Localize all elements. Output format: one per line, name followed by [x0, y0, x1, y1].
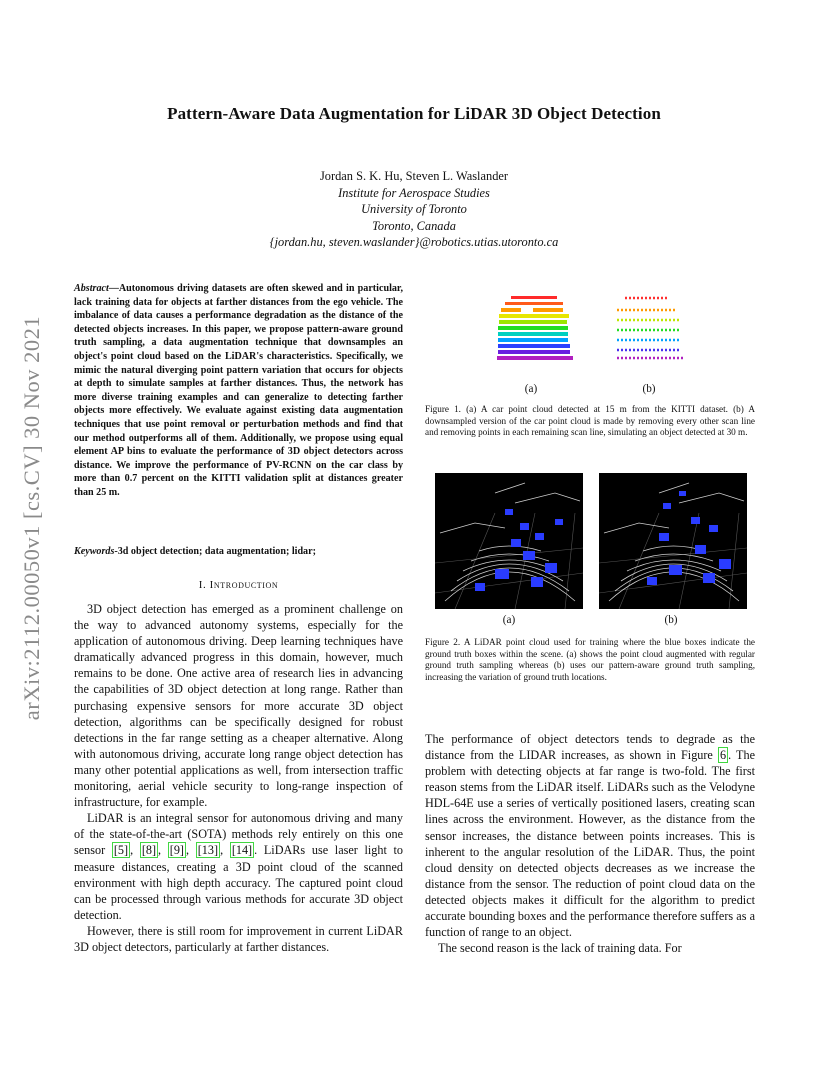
figure1b-label: (b): [642, 383, 656, 395]
arxiv-identifier[interactable]: arXiv:2112.00050v1 [cs.CV] 30 Nov 2021: [19, 315, 44, 721]
author-names: Jordan S. K. Hu, Steven L. Waslander: [319, 169, 509, 183]
right-p1-start: The performance of object detectors tends to degrade as the distance from the LIDAR increases, as shown in Figure: [425, 732, 755, 763]
affiliation-university: University of Toronto: [361, 202, 467, 217]
affiliation-city: Toronto, Canada: [372, 218, 456, 233]
intro-paragraph-2: LiDAR is an integral sensor for autonomous driving and many of the state-of-the-art (SOTA) methods rely entirely on this one sensor [5] , [8] , [9] , [13] , [14] . LiDARs use laser light to measure distances, creating a 3D point cloud of the scanned environment with high depth accuracy. The captured point cloud can be processed through various methods for accurate 3D object detection.: [74, 811, 404, 922]
figure1a-label: (a): [524, 383, 538, 395]
right-column-body: [425, 731, 755, 956]
keywords: [74, 545, 403, 559]
figure-reference-link[interactable]: 6: [719, 748, 727, 763]
abstract-text: —Autonomous driving datasets are often skewed and in particular, lack training data for objects at farther distances from the ego vehicle. The imbalance of data causes a performance degradation as the distance of the detected objects increases. In this paper, we propose pattern-aware ground truth sampling, a data augmentation technique that downsamples an object's point cloud based on the LiDAR's characteristics. Specifically, we mimic the natural diverging point pattern variation that occurs for objects at depth to simulate samples at farther distances. Thus, the network has more diverse training examples and can generalize to detecting farther objects more effectively. We evaluate against existing data augmentation techniques that use point removal or perturbation methods and find that our method outperforms all of them. Additionally, we propose using equal element AP bins to evaluate the performance of 3D object detectors across distance. We improve the performance of PV-RCNN on the car class by more than 0.7 percent on the KITTI validation split at distances greater than 25 m.: [74, 283, 403, 498]
figure2-caption: Figure 2. A LiDAR point cloud used for training where the blue boxes indicate the ground truth boxes within the scene. (a) shows the point cloud augmented with regular ground truth sampling whereas (b) uses our pattern-aware ground truth sampling, increasing the variation of ground truth locations.: [425, 637, 755, 682]
right-p1-end: . The problem with detecting objects at far range is two-fold. The first reason stems from the LiDAR itself. LiDARs such as the Velodyne HDL-64E use a series of vertically positioned lasers, creating scan lines across the environment. However, as the distance from the sensor increases, the distance between points increases. This is inherent to the angular resolution of the LiDAR. Thus, the point cloud density on detected objects decreases as we increase the distance from the sensor. The reduction of point cloud data on the detected objects makes it difficult for the algorithm to predict accurate bounding boxes and the performance therefore suffers as a function of range to an object.: [425, 748, 755, 940]
citation-link[interactable]: [8]: [141, 843, 157, 858]
section-heading-introduction: I. Introduction: [198, 579, 279, 591]
arxiv-stamp: [12, 280, 52, 756]
figure2a-label: (a): [502, 614, 516, 626]
intro-p2-end: . LiDARs use laser light to measure distances, creating a 3D point cloud of the scanned environment with high depth accuracy. The captured point cloud can be processed through various methods for accurate 3D object detection.: [74, 843, 404, 922]
citation-link[interactable]: [13]: [197, 843, 219, 858]
abstract-label: Abstract: [74, 283, 109, 294]
figure1-caption: Figure 1. (a) A car point cloud detected at 15 m from the KITTI dataset. (b) A downsampled version of the car point cloud is made by removing every other scan line and removing points in each remaining scan line, simulating an object detected at 30 m.: [425, 404, 755, 437]
right-paragraph-2: The second reason is the lack of training data. For: [438, 941, 682, 956]
left-column-body: [74, 601, 403, 955]
figure2b-label: (b): [664, 614, 678, 626]
figure1a-pointcloud: [497, 296, 573, 360]
paper-title: Pattern-Aware Data Augmentation for LiDAR 3D Object Detection: [167, 104, 661, 123]
affiliation-institute: Institute for Aerospace Studies: [338, 185, 490, 200]
right-paragraph-1: [425, 731, 755, 940]
keywords-label: Keywords: [74, 546, 115, 557]
figure2-images: [435, 473, 747, 609]
figure2a-scene: [435, 473, 583, 609]
figure1b-pointcloud: [617, 298, 683, 358]
figure2b-scene: [599, 473, 747, 609]
citation-link[interactable]: [14]: [231, 843, 253, 858]
figure1-images: [493, 290, 693, 366]
intro-paragraph-3: However, there is still room for improvement in current LiDAR 3D object detectors, particularly at farther distances.: [74, 923, 403, 954]
intro-p2-start: LiDAR is an integral sensor for autonomous driving and many of the state-of-the-art (SOTA) methods rely entirely on this one sensor: [74, 811, 403, 858]
keywords-text: -3d object detection; data augmentation; lidar;: [114, 546, 316, 557]
author-block: [0, 168, 828, 251]
author-email[interactable]: {jordan.hu, steven.waslander}@robotics.utias.utoronto.ca: [269, 235, 559, 250]
citation-link[interactable]: [5]: [113, 843, 129, 858]
citation-link[interactable]: [9]: [169, 843, 184, 858]
intro-paragraph-1: 3D object detection has emerged as a prominent challenge on the way to advanced autonomy systems, especially for the application of autonomous driving. Deep learning techniques have dramatically advanced progress in this domain, however, much remains to be done. One active area of research lies in advancing the capabilities of 3D object detection at long range. Rather than purchasing expensive sensors for more accurate 3D object detection, algorithms can be specifically designed for robust detections in the far range setting as a cheaper alternative. Along with autonomous driving, accurate long range object detection has many other potential applications as well, from intersection traffic monitoring, aerial vehicle security to long-range inspection of infrastructure, for example.: [74, 602, 403, 810]
abstract: [74, 282, 403, 500]
